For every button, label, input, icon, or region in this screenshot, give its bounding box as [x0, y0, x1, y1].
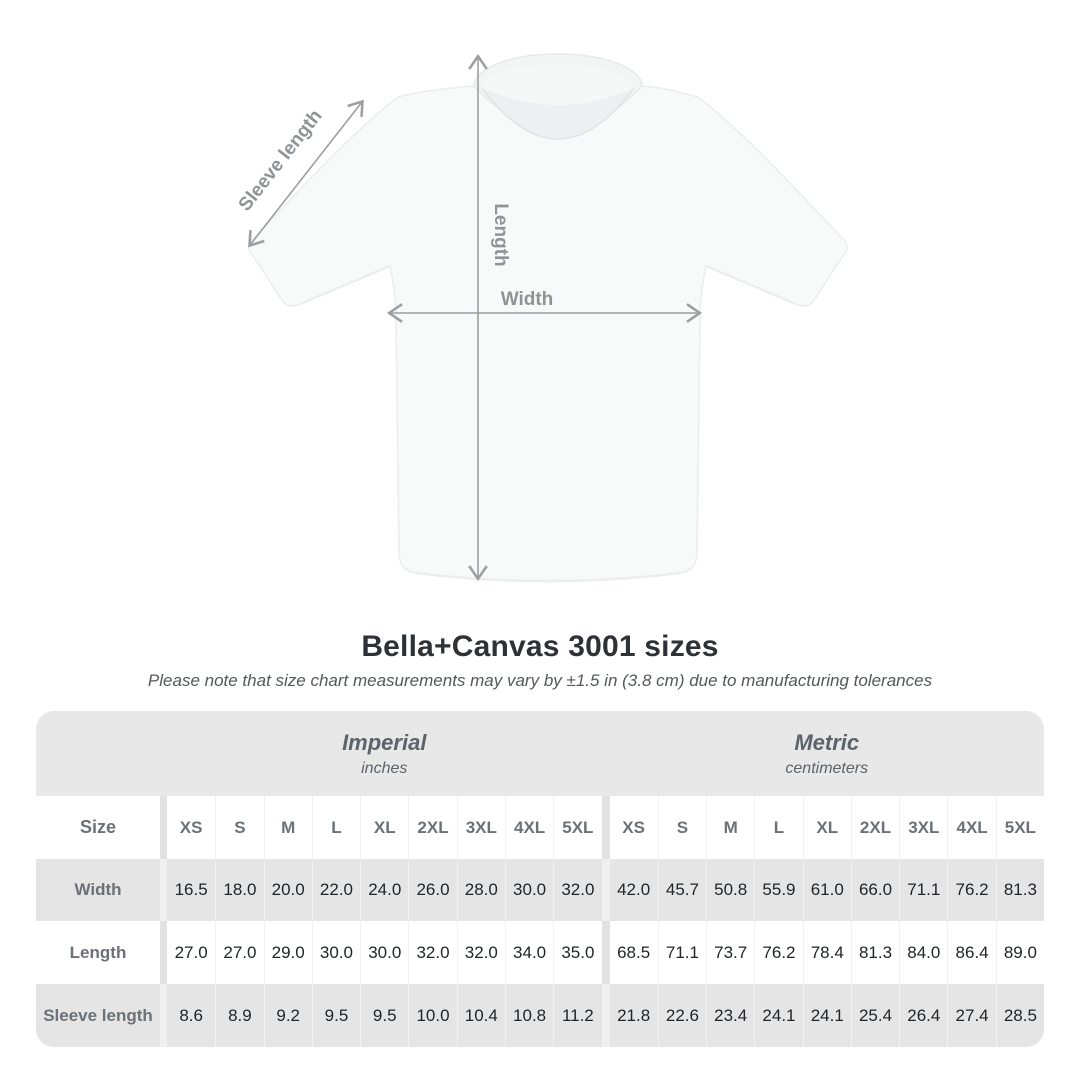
size-header-cell: L [754, 796, 802, 859]
size-header-cell: M [706, 796, 754, 859]
size-header-cell: S [658, 796, 706, 859]
row-label-cell: Sleeve length [43, 1005, 153, 1025]
metric-section-header [610, 711, 1045, 796]
measurement-cell: 50.8 [706, 859, 754, 921]
size-header-cell: 2XL [851, 796, 899, 859]
size-table [36, 711, 1044, 1047]
measurement-cell: 34.0 [505, 921, 553, 984]
size-header-cell: 5XL [553, 796, 601, 859]
measurement-cell: 68.5 [617, 942, 651, 962]
unit-section-divider [602, 984, 610, 1047]
section-divider [602, 711, 610, 796]
measurement-cell: 8.6 [179, 1005, 203, 1025]
size-header-cell: XS [179, 817, 203, 837]
measurement-cell: 71.1 [658, 921, 706, 984]
size-header-cell: 5XL [996, 796, 1044, 859]
measurement-cell: 27.0 [215, 921, 263, 984]
measurement-cell: 61.0 [803, 859, 851, 921]
measurement-cell: 30.0 [312, 921, 360, 984]
unit-section-divider [602, 859, 610, 921]
measurement-cell: 66.0 [851, 859, 899, 921]
measurement-cell: 11.2 [553, 984, 601, 1047]
sleeve-length-label: Sleeve length [234, 105, 327, 216]
measurement-cell: 10.0 [408, 984, 456, 1047]
measurement-cell: 73.7 [706, 921, 754, 984]
measurement-cell: 45.7 [658, 859, 706, 921]
label-column-divider [160, 796, 167, 859]
size-header-cell: 4XL [947, 796, 995, 859]
measurement-cell: 81.3 [996, 859, 1044, 921]
measurement-cell: 30.0 [505, 859, 553, 921]
size-header-cell: 3XL [457, 796, 505, 859]
measurement-cell: 20.0 [264, 859, 312, 921]
row-label-cell: Length [69, 942, 127, 962]
measurement-cell: 24.1 [803, 984, 851, 1047]
measurement-cell: 55.9 [754, 859, 802, 921]
page-title: Bella+Canvas 3001 sizes [361, 630, 719, 663]
length-label: Length [490, 203, 511, 267]
unit-section-row [36, 711, 1044, 796]
unit-section-divider [602, 796, 610, 859]
column-divider [160, 711, 167, 796]
measurement-cell: 86.4 [947, 921, 995, 984]
measurement-cell: 42.0 [617, 880, 651, 899]
table-row [36, 859, 1044, 921]
measurement-cell: 10.8 [505, 984, 553, 1047]
measurement-cell: 16.5 [174, 880, 208, 899]
size-header-cell: 4XL [505, 796, 553, 859]
measurement-cell: 26.0 [408, 859, 456, 921]
width-label: Width [500, 289, 554, 310]
label-column-divider [160, 859, 167, 921]
size-header-cell: L [312, 796, 360, 859]
size-header-row [36, 796, 1044, 859]
imperial-label: Imperial [342, 729, 427, 755]
table-row [36, 921, 1044, 984]
size-header-cell: XS [622, 817, 645, 837]
measurement-cell: 10.4 [457, 984, 505, 1047]
size-header-cell: S [215, 796, 263, 859]
measurement-cell: 81.3 [851, 921, 899, 984]
label-column-divider [160, 984, 167, 1047]
measurement-cell: 22.0 [312, 859, 360, 921]
measurement-cell: 24.1 [754, 984, 802, 1047]
measurement-cell: 18.0 [215, 859, 263, 921]
measurement-cell: 9.2 [264, 984, 312, 1047]
measurement-cell: 27.0 [174, 942, 208, 962]
size-header-cell: M [264, 796, 312, 859]
imperial-section-header [167, 711, 602, 796]
measurement-cell: 76.2 [947, 859, 995, 921]
size-header-cell: XL [803, 796, 851, 859]
measurement-cell: 71.1 [899, 859, 947, 921]
tolerance-note: Please note that size chart measurements may vary by ±1.5 in (3.8 cm) due to manufacturing tolerances [147, 671, 933, 690]
unit-section-divider [602, 921, 610, 984]
spacer-cell [36, 711, 160, 796]
measurement-cell: 22.6 [658, 984, 706, 1047]
measurement-cell: 30.0 [360, 921, 408, 984]
table-row [36, 984, 1044, 1047]
label-column-divider [160, 921, 167, 984]
measurement-cell: 28.0 [457, 859, 505, 921]
size-header-cell: 2XL [408, 796, 456, 859]
measurement-cell: 26.4 [899, 984, 947, 1047]
measurement-cell: 27.4 [947, 984, 995, 1047]
size-header-cell: XL [360, 796, 408, 859]
row-label-cell: Size [79, 817, 117, 837]
measurement-cell: 84.0 [899, 921, 947, 984]
measurement-cell: 24.0 [360, 859, 408, 921]
row-label-cell: Width [74, 880, 122, 899]
measurement-cell: 28.5 [996, 984, 1044, 1047]
measurement-cell: 21.8 [617, 1005, 651, 1025]
measurement-cell: 29.0 [264, 921, 312, 984]
measurement-cell: 9.5 [312, 984, 360, 1047]
metric-label: Metric [794, 729, 860, 755]
size-header-cell: 3XL [899, 796, 947, 859]
measurement-cell: 32.0 [408, 921, 456, 984]
table-body [36, 859, 1044, 1047]
measurement-cell: 23.4 [706, 984, 754, 1047]
metric-unit: centimeters [785, 759, 869, 777]
measurement-cell: 32.0 [553, 859, 601, 921]
measurement-cell: 25.4 [851, 984, 899, 1047]
measurement-cell: 32.0 [457, 921, 505, 984]
measurement-cell: 78.4 [803, 921, 851, 984]
measurement-cell: 9.5 [360, 984, 408, 1047]
measurement-cell: 35.0 [553, 921, 601, 984]
measurement-cell: 8.9 [215, 984, 263, 1047]
measurement-cell: 76.2 [754, 921, 802, 984]
measurement-cell: 89.0 [996, 921, 1044, 984]
imperial-unit: inches [361, 759, 408, 777]
